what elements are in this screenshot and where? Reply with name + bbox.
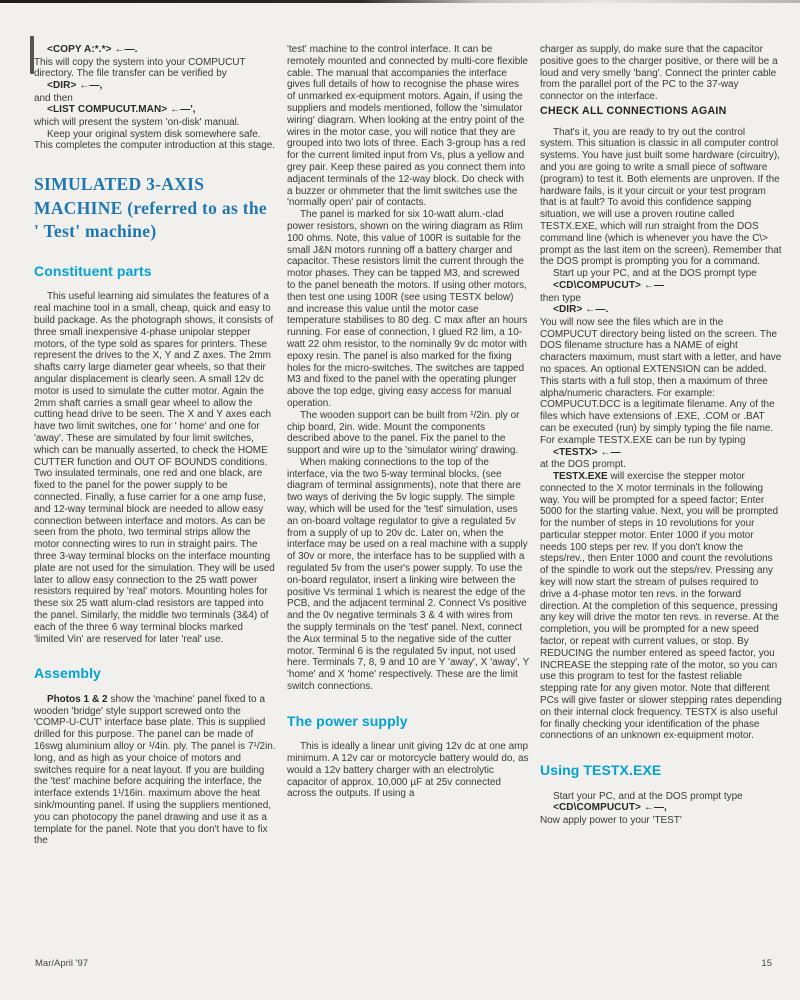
paragraph: That's it, you are ready to try out the control system. This situation is classic in all computer control systems. You have just built some hardware (circuitry), and you are going to write a small piece of software (program) to test it. Both elements are unproven. If the hardware fails, is it your circuit or your test program that is at fault? To avoid this confidence sapping situation, we will use a proven routine called TESTX.EXE, which will run straight from the DOS command line (which is whenever you have the C\> prompt as the last item on the screen). Remember that the DOS prompt is prompting you for a command. bbox=[540, 126, 782, 268]
dos-command-cd-compucut: <CD\COMPUCUT> ←— bbox=[553, 280, 665, 292]
footer-page-number: 15 bbox=[761, 958, 772, 969]
subheading-assembly: Assembly bbox=[34, 665, 101, 682]
paragraph-text: show the 'machine' panel fixed to a wooden 'bridge' style support screwed onto the 'COMP-U-CUT' interface base plate. This is supplied drilled for this purpose. The panel can be made of 16swg aluminium alloy or ¹/4in. ply. The panel is 7¹/2in. long, and as high as your choice of motors and switches require for a neat layout. If you are building the 'test' machine before acquiring the interface, the interface extends 1¹/16in. maximum above the heat sink/mounting panel. If using the suppliers mentioned, you can photocopy the panel drawing and use it as a template for the panel. Note that you don't have to fix the bbox=[34, 693, 276, 847]
footer-issue-date: Mar/April '97 bbox=[35, 958, 89, 969]
dos-command-cd-compucut-2: <CD\COMPUCUT> ←—, bbox=[553, 802, 667, 814]
article-columns bbox=[34, 44, 782, 956]
paragraph: 'test' machine to the control interface. It can be remotely mounted and connected by multi-core flexible cable. The manual that accompanies the interface gives full details of how to recognise the phase wires of unmarked ex-equipment motors. Again, if using the suppliers and models mentioned, follow the 'simulator wiring' diagram. When looking at the entry point of the wires in the motor case, you will notice that they are grouped into two lots of three. Each 3-group has a red for the current limited input from Vs, plus a yellow and grey pair. Keep these paired as you connect them into adjacent terminals of the 12-way block. Do check with a buzzer or ohmmeter that the limit switches use the 'normally open' pair of contacts. bbox=[287, 44, 528, 209]
dos-command-dir: <DIR> ←—. bbox=[553, 304, 609, 316]
paragraph-text: will exercise the stepper motor connected to the X motor terminals in the following way. You will be prompted for a speed factor; Enter 5000 for the starting value. Next, you will be prompted for the number of steps in 10 revolutions for your particular stepper motor. Enter 1000 if you motor needs 100 steps per rev. If you don't know the steps/rev., then Enter 1000 and count the revolutions of the spindle to work out the steps/rev. Pressing any key will now start the stream of pulses required to drive a 4-phase motor ten revs. in the forward direction. At the completion of this sequence, pressing any key will drive the motor ten revs. in reverse. At the completion, you will be prompted for a new speed factor, or repeat with current values, or stop. By REDUCING the number entered as speed factor, you INCREASE the stepping rate of the motor, so you can use this program to test for the fastest reliable stepping rate for any given motor. Note that different PCs will give faster or slower stepping rates depending on their internal clock frequency. TESTX is also useful for finally checking your identification of the phase connections of an unknown ex-equipment motor. bbox=[540, 470, 782, 742]
paragraph: charger as supply, do make sure that the capacitor positive goes to the charger positive, or there will be a loud and very smelly 'bang'. Connect the printer cable from the parallel port of the PC to the 37-way connector on the interface. bbox=[540, 44, 778, 103]
article-main-heading: SIMULATED 3-AXIS MACHINE (referred to as the ' Test' machine) bbox=[34, 174, 267, 241]
scan-edge-artifact bbox=[0, 0, 800, 3]
paragraph bbox=[34, 694, 276, 847]
bold-testx-exe: TESTX.EXE bbox=[553, 470, 608, 482]
subheading-using-testx: Using TESTX.EXE bbox=[540, 762, 662, 779]
dos-command-copy: <COPY A:*.*> ←—. bbox=[47, 44, 138, 55]
paragraph: which will present the system 'on-disk' manual. bbox=[34, 116, 240, 128]
paragraph: The panel is marked for six 10-watt alum.-clad power resistors, shown on the wiring diagram as Rlim 100 ohms. Note, this value of 100R is suitable for the small J&N motors running off a battery charger and capacitor. These resistors limit the current through the motor phases. They can be tapped M3, and screwed to the panel beneath the motors. If using other motors, then test one using 100R (see using TESTX below) and increase this value until the motor case temperature stabilises to 80 deg. C max after an hours running. For ease of connection, I glued R2 lim, a 10-watt 22 ohm resistor, to the nominally 9v dc motor with epoxy resin. The panel is also marked for the fixing holes for the micro-switches. The switches are tapped M3 and fixed to the panel with the operating plunger above the top edge, giving easy access for manual operation. bbox=[287, 209, 528, 409]
subheading-power-supply: The power supply bbox=[287, 712, 408, 729]
dos-command-testx: <TESTX> ←— bbox=[553, 446, 621, 458]
paragraph: Now apply power to your 'TEST' bbox=[540, 814, 682, 826]
bold-photo-reference: Photos 1 & 2 bbox=[47, 693, 108, 705]
dos-command-list: <LIST COMPUCUT.MAN> ←—', bbox=[47, 104, 196, 116]
subheading-constituent-parts: Constituent parts bbox=[34, 263, 152, 280]
paragraph: This will copy the system into your COMPUCUT directory. The file transfer can be verified by bbox=[34, 56, 246, 80]
paragraph: This is ideally a linear unit giving 12v dc at one amp minimum. A 12v car or motorcycle battery would do, as would a 12v battery charger with an electrolytic capacitor of approx. 10,000 µF at 25v connected across the outputs. If using a bbox=[287, 741, 529, 800]
paragraph: and then bbox=[34, 92, 73, 104]
paragraph: You will now see the files which are in the COMPUCUT directory being listed on the screen. The DOS filename structure has a NAME of eight characters maximum, must start with a letter, and have no spaces. An optional EXTENSION can be added. This starts with a full stop, then a maximum of three alpha/numeric characters. For example: COMPUCUT.DCC is a legitimate filename. Any of the files which have extensions of .EXE, .COM or .BAT can be executed (run) by simply typing the file name. For example TESTX.EXE can be run by typing bbox=[540, 316, 782, 446]
paragraph: at the DOS prompt. bbox=[540, 459, 626, 471]
paragraph: Keep your original system disk somewhere safe. This completes the computer introduction at this stage. bbox=[34, 128, 275, 152]
dos-command-dir: <DIR> ←—, bbox=[47, 80, 103, 92]
subheading-check-connections: CHECK ALL CONNECTIONS AGAIN bbox=[540, 104, 727, 117]
paragraph: Start up your PC, and at the DOS prompt type bbox=[553, 268, 757, 280]
paragraph bbox=[540, 471, 782, 742]
paragraph: then type bbox=[540, 292, 581, 304]
paragraph: When making connections to the top of the interface, via the two 5-way terminal blocks, (see diagram of terminal assignments), note that there are two ways of deriving the 5v logic supply. The simple way, which will be used for the 'test' simulation, uses an on-board voltage regulator to give a regulated 5v from a supply of up to 20v dc. Later on, when the interface may be used on a real machine with a supply of 30v or more, the interface has to be supplied with a regulated 5v from the user's power supply. To use the on-board regulator, insert a linking wire between the positive Vs terminal 1 which is nearest the edge of the PCB, and the adjacent terminal 2. Connect Vs positive and the 0v negative terminals 3 & 4 with wires from the supply terminals on the 'test' panel. Next, connect the Aux terminal 5 to the negative side of the cutter motor. Terminal 6 is the regulated 5v input, not used here. Terminals 7, 8, 9 and 10 are Y 'away', X 'away', Y 'home' and X 'home' respectively. These are the limit switch connections. bbox=[287, 456, 530, 693]
paragraph: The wooden support can be built from ¹/2in. ply or chip board, 2in. wide. Mount the components described above to the panel. Fix the panel to the support and wire up to the 'simulator wiring' drawing. bbox=[287, 409, 520, 457]
column-left bbox=[34, 44, 276, 956]
column-right bbox=[540, 44, 782, 956]
column-middle bbox=[287, 44, 529, 956]
paragraph: Start your PC, and at the DOS prompt type bbox=[553, 790, 743, 802]
paragraph: This useful learning aid simulates the features of a real machine tool in a small, cheap, quick and easy to build package. As the photograph shows, it consists of three small inexpensive 4-phase unipolar stepper motors, of the type sold as spares for printers. These represent the drives to the X, Y and Z axes. The 2mm shafts carry large diameter gear wheels, so that their angular displacement is clearly seen. A small 12v dc motor is used to simulate the cutter motor. Again the 2mm shaft carries a small gear wheel to allow the cutting head drive to be seen. The X and Y axes each have two limit switches, one for ' home' and one for 'away'. These are simulated by four limit switches, which can be manually asserted, to check the HOME CUTTER function and OUT OF BOUNDS conditions. Two insulated terminals, one red and one black, are fixed to the panel for the power supply to be connected. Finally, a fuse carrier for a one amp fuse, and 12-way terminal block are needed to allow easy connection between interface and motors. As can be seen from the photo, two terminal strips allow the motor connecting wires to run in straight pairs. The three 3-way terminal blocks on the interface mounting plate are not used for the simulation. They will be used later to allow easy connection to the 25 watt power resistors required by 'real' motors. Mounting holes for these six 25 watt alum-clad resistors are tapped into the panel. Similarly, the middle two terminals (3&4) of each of the three 6 way terminal blocks marked 'limited Vin' are reserved for later 'real' use. bbox=[34, 291, 275, 645]
